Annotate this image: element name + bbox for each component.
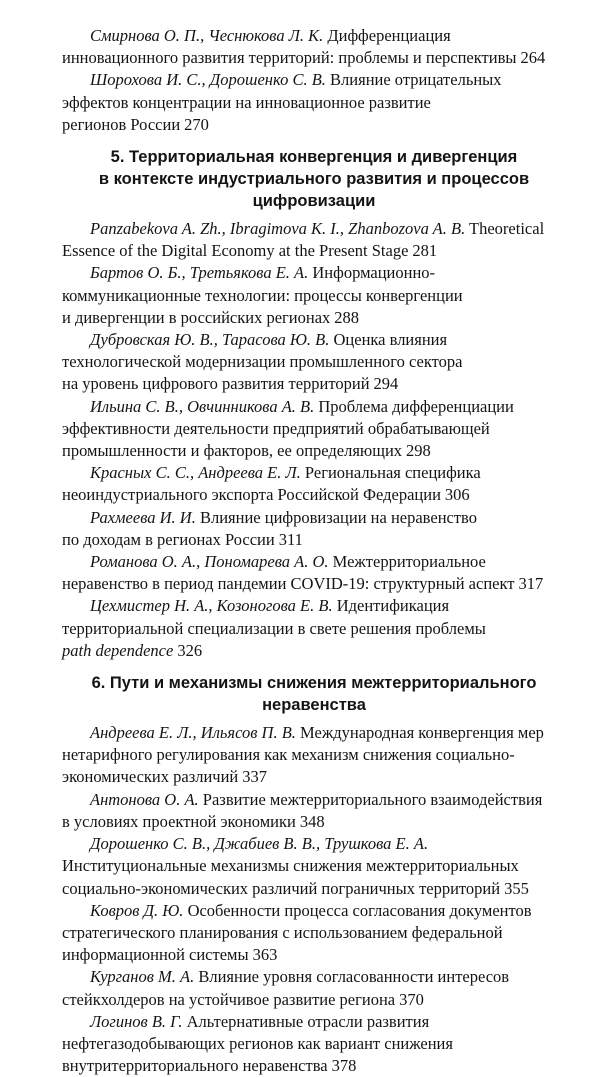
page-number: 306	[444, 485, 470, 505]
toc-entry	[0, 507, 566, 551]
entry-title-line: Развитие межтерриториального взаимодействия	[202, 789, 543, 809]
toc-entry-line	[62, 218, 566, 240]
toc-entry	[0, 69, 566, 136]
toc-entry-line	[62, 1011, 566, 1033]
toc-entry-line	[62, 47, 566, 69]
toc-entry-line	[62, 396, 566, 418]
toc-entry-line	[62, 285, 566, 307]
page-number: 298	[406, 441, 431, 461]
toc-entry-text	[62, 574, 514, 593]
entry-authors: Смирнова О. П., Чеснюкова Л. К.	[90, 26, 324, 45]
toc-entry	[0, 329, 566, 396]
toc-entry-line	[62, 69, 566, 91]
entry-title-line: Идентификация	[336, 596, 450, 616]
page-number: 337	[242, 767, 267, 787]
toc-entry-text	[62, 485, 441, 504]
entry-title-line: коммуникационные технологии: процессы конвергенции	[62, 285, 463, 305]
entry-title-line: регионов России	[62, 114, 181, 134]
toc-entry-line	[62, 329, 566, 351]
entry-title-line: Информационно-	[312, 263, 436, 283]
entry-title-line: Влияние отрицательных	[330, 70, 502, 90]
entry-title-line: неоиндустриального экспорта Российской Федерации	[62, 485, 441, 505]
toc-entry-text	[62, 241, 408, 260]
entry-title-line: Институциональные механизмы снижения межтерриториальных	[62, 856, 519, 876]
entry-title-line: в условиях проектной экономики	[62, 811, 296, 831]
entry-title-line: Проблема дифференциации	[318, 396, 514, 416]
toc-entry-line	[62, 744, 566, 766]
page-number: 294	[373, 374, 399, 394]
toc-entry-text	[62, 879, 500, 898]
entry-title-line: нетарифного регулирования как механизм снижения социально-	[62, 745, 515, 765]
toc-entry-text	[62, 767, 238, 786]
toc-entry-text	[62, 812, 296, 831]
toc-entry-line	[62, 966, 566, 988]
entry-authors: Цехмистер Н. А., Козоногова Е. В.	[90, 596, 333, 616]
entry-title-line: Региональная специфика	[304, 463, 481, 483]
page-number: 355	[504, 878, 529, 898]
entry-title-line: внутритерриториального неравенства	[62, 1056, 328, 1076]
entry-title-line: Дифференциация	[327, 26, 451, 45]
section-heading-line: 5. Территориальная конвергенция и дивергенция	[110, 148, 518, 167]
toc-entry	[0, 262, 566, 329]
entry-title-line: нефтегазодобывающих регионов как вариант снижения	[62, 1033, 453, 1053]
toc-entry-line	[62, 507, 566, 529]
toc-entry-line	[62, 351, 566, 373]
toc-entry	[0, 833, 566, 900]
toc-entry	[0, 551, 566, 595]
toc-entry-line	[62, 484, 566, 506]
toc-entry-line	[62, 944, 566, 966]
section-heading-line: в контексте индустриального развития и процессов цифровизации	[98, 170, 530, 211]
toc-entry-line	[62, 878, 566, 900]
toc-entry-line	[62, 789, 566, 811]
entry-title-line: Essence of the Digital Economy at the Present Stage	[62, 241, 409, 261]
toc-entry-line	[62, 766, 566, 788]
toc-entry-line	[62, 640, 566, 662]
page-number: 270	[184, 114, 209, 134]
entry-title-line: Международная конвергенция мер	[300, 723, 544, 743]
page-number: 288	[334, 307, 360, 327]
entry-title-line: Оценка влияния	[333, 330, 448, 350]
toc-entry-line	[62, 618, 566, 640]
entry-title-line: технологической модернизации промышленного сектора	[62, 352, 463, 372]
toc-entry-line	[62, 573, 566, 595]
toc-entry-text	[62, 1056, 328, 1075]
entry-authors: Логинов В. Г.	[90, 1011, 183, 1031]
entry-authors: Дорошенко С. В., Джабиев В. В., Трушкова Е. А.	[90, 834, 429, 854]
toc-entry-line	[62, 529, 566, 551]
toc-entry-text	[62, 48, 516, 67]
entry-title-line: Межтерриториальное	[332, 552, 486, 572]
toc-entry-line	[62, 92, 566, 114]
entry-authors: Бартов О. Б., Третьякова Е. А.	[90, 263, 309, 283]
entry-title-line: эффектов концентрации на инновационное развитие	[62, 92, 431, 112]
entry-authors: Курганов М. А.	[90, 967, 195, 987]
page-number: 317	[518, 574, 544, 594]
page-number: 311	[278, 529, 303, 549]
toc-entry-line	[62, 1033, 566, 1055]
toc-entry	[0, 462, 566, 506]
toc-entry-line	[62, 440, 566, 462]
entry-title-line: и дивергенции в российских регионах	[62, 307, 331, 327]
toc-entry-text	[62, 115, 180, 134]
toc-entry-line	[62, 1055, 566, 1077]
page-number: 378	[331, 1056, 357, 1076]
toc-entry-text	[62, 308, 330, 327]
toc-entry-line	[62, 811, 566, 833]
entry-title-line: Theoretical	[469, 219, 545, 239]
toc-section	[0, 25, 600, 136]
entry-authors: Рахмеева И. И.	[90, 507, 196, 527]
entry-authors: Ильина С. В., Овчинникова А. В.	[90, 396, 315, 416]
toc-entry	[0, 396, 566, 463]
toc-entry-line	[62, 900, 566, 922]
toc-entry-line	[62, 855, 566, 877]
entry-authors: Дубровская Ю. В., Тарасова Ю. В.	[90, 330, 330, 350]
entry-title-line: на уровень цифрового развития территорий	[62, 374, 370, 394]
entry-authors: Андреева Е. Л., Ильясов П. В.	[90, 723, 296, 743]
toc-entry	[0, 789, 566, 833]
entry-title-line: неравенство в период пандемии COVID-19: структурный аспект	[62, 574, 515, 594]
section-heading-line: 6. Пути и механизмы снижения межтерриториального неравенства	[91, 674, 537, 715]
entry-title-line: path dependence	[62, 640, 174, 660]
toc-entry-line	[62, 25, 566, 47]
toc-entry-line	[62, 418, 566, 440]
entry-title-line: Влияние цифровизации на неравенство	[199, 507, 477, 527]
entry-title-line: инновационного развития территорий: проблемы и перспективы	[62, 48, 517, 68]
toc-section	[0, 672, 600, 1077]
toc-entry-line	[62, 833, 566, 855]
entry-title-line: экономических различий	[62, 767, 239, 787]
toc-entry-line	[62, 722, 566, 744]
toc-entry-line	[62, 373, 566, 395]
entry-authors: Panzabekova A. Zh., Ibragimova K. I., Zhanbozova A. B.	[90, 219, 466, 239]
toc-entry-line	[62, 595, 566, 617]
toc-entry	[0, 722, 566, 789]
entry-title-line: эффективности деятельности предприятий обрабатывающей	[62, 418, 490, 438]
toc-entry-text	[62, 441, 402, 460]
toc-entry-line	[62, 462, 566, 484]
entry-authors: Романова О. А., Пономарева А. О.	[90, 552, 329, 572]
toc-entry-text	[62, 945, 249, 964]
toc-entry-text	[62, 990, 395, 1009]
toc-entry	[0, 595, 566, 662]
toc-entry	[0, 966, 566, 1010]
entry-title-line: стратегического планирования с использованием федеральной	[62, 922, 503, 942]
page-number: 264	[520, 48, 546, 68]
page-number: 370	[399, 989, 424, 1009]
entry-authors: Антонова О. А.	[90, 789, 199, 809]
entry-title-line: территориальной специализации в свете решения проблемы	[62, 618, 486, 638]
entry-authors: Красных С. С., Андреева Е. Л.	[90, 463, 301, 483]
toc-section	[0, 146, 600, 662]
entry-authors: Ковров Д. Ю.	[90, 900, 184, 920]
entry-title-line: Альтернативные отрасли развития	[186, 1011, 430, 1031]
toc-entry-line	[62, 240, 566, 262]
toc-entry-text	[62, 374, 370, 393]
toc-entry-line	[62, 307, 566, 329]
table-of-contents	[0, 25, 600, 1077]
page-number: 326	[177, 640, 203, 660]
page-number: 281	[412, 241, 438, 261]
entry-title-line: информационной системы	[62, 945, 249, 965]
toc-entry	[0, 900, 566, 967]
entry-title-line: социально-экономических различий пограничных территорий	[62, 878, 501, 898]
toc-entry-text	[62, 641, 173, 660]
entry-title-line: промышленности и факторов, ее определяющих	[62, 441, 403, 461]
toc-entry-line	[62, 114, 566, 136]
toc-entry	[0, 25, 566, 69]
entry-authors: Шорохова И. С., Дорошенко С. В.	[90, 70, 326, 90]
toc-entry	[0, 218, 566, 262]
toc-entry-line	[62, 551, 566, 573]
entry-title-line: по доходам в регионах России	[62, 529, 275, 549]
section-heading	[0, 146, 600, 212]
toc-entry	[0, 1011, 566, 1077]
section-heading	[0, 672, 600, 716]
entry-title-line: Особенности процесса согласования документов	[187, 900, 532, 920]
toc-entry-line	[62, 262, 566, 284]
toc-entry-line	[62, 989, 566, 1011]
toc-entry-text	[62, 530, 275, 549]
entry-title-line: Влияние уровня согласованности интересов	[198, 967, 510, 987]
entry-title-line: стейкхолдеров на устойчивое развитие региона	[62, 989, 396, 1009]
toc-entry-line	[62, 922, 566, 944]
page-number: 363	[252, 945, 278, 965]
page-number: 348	[299, 811, 325, 831]
